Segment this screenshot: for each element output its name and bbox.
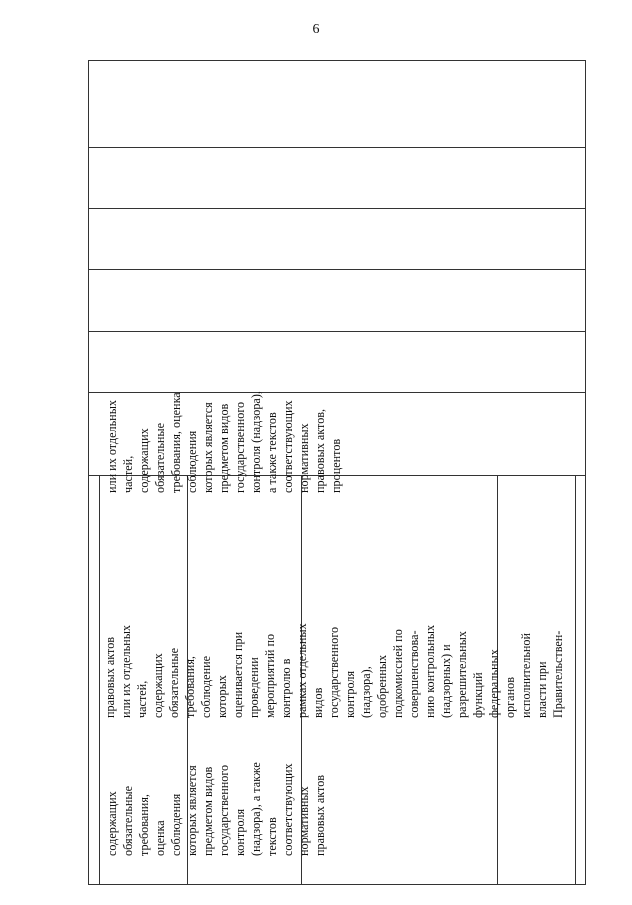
cell-line: (надзора), а также	[249, 762, 263, 856]
cell-line: требования,	[137, 794, 151, 856]
cell-line: одобренных	[375, 654, 389, 718]
cell-line: а также текстов	[265, 412, 279, 493]
cell-line: органов	[503, 677, 517, 718]
cell-line: подкомиссией по	[391, 629, 405, 718]
cell-line: обязательные	[121, 785, 135, 856]
cell-line: (надзора),	[359, 666, 373, 718]
cell-line: содержащих	[137, 428, 151, 493]
cell-line: которых	[215, 675, 229, 718]
cell-line: соблюдения	[185, 430, 199, 493]
cell-line: федеральных	[487, 649, 501, 718]
cell-line: требования, оценка	[169, 392, 183, 493]
cell-line: контролю в	[279, 658, 293, 718]
cell-line: процентов	[329, 438, 343, 493]
col-divider	[99, 475, 100, 884]
cell-line: видов	[311, 687, 325, 718]
cell-line: содержащих	[151, 653, 165, 718]
cell-line: рамках отдельных	[295, 623, 309, 718]
cell-line: оценивается при	[231, 631, 245, 718]
cell-line: контроля	[343, 670, 357, 718]
cell-line: оценка	[153, 820, 167, 856]
row-divider	[89, 147, 585, 148]
cell-line: содержащих	[105, 791, 119, 856]
cell-line: контроля (надзора),	[249, 391, 263, 493]
cell-line: частей,	[121, 455, 135, 493]
cell-line: нию контрольных	[423, 624, 437, 718]
cell-line: государственного	[233, 401, 247, 493]
cell-line: правовых актов,	[313, 408, 327, 493]
cell-line: соблюдения	[169, 793, 183, 856]
cell-line: правовых актов	[313, 774, 327, 856]
cell-line: которых является	[201, 402, 215, 493]
cell-line: функций	[471, 672, 485, 718]
cell-line: мероприятий по	[263, 633, 277, 718]
cell-line: требования,	[183, 656, 197, 718]
cell-line: предметом видов	[201, 766, 215, 856]
cell-line: нормативных	[297, 786, 311, 856]
cell-line: правовых актов	[103, 636, 117, 718]
cell-line: обязательные	[153, 422, 167, 493]
cell-line: государственного	[327, 626, 341, 718]
cell-line: власти при	[535, 661, 549, 718]
cell-line: соответствующих	[281, 763, 295, 856]
cell-line: частей,	[135, 680, 149, 718]
table-cell-text	[104, 253, 344, 493]
cell-line: или их отдельных	[105, 400, 119, 493]
cell-line: предметом видов	[217, 403, 231, 493]
cell-line: или их отдельных	[119, 625, 133, 718]
cell-line: текстов	[265, 817, 279, 856]
cell-line: контроля	[233, 808, 247, 856]
cell-line: исполнительной	[519, 632, 533, 718]
col-divider	[575, 475, 576, 884]
row-divider	[89, 208, 585, 209]
cell-line: соответствующих	[281, 400, 295, 493]
cell-line: совершенствова-	[407, 630, 421, 718]
cell-line: обязательные	[167, 647, 181, 718]
cell-line: Правительствен-	[551, 630, 565, 718]
cell-line: нормативных	[297, 423, 311, 493]
cell-line: которых является	[185, 765, 199, 856]
page-number: 6	[312, 22, 320, 37]
cell-line: разрешительных	[455, 631, 469, 718]
cell-line: (надзорных) и	[439, 644, 453, 718]
cell-line: проведении	[247, 657, 261, 718]
cell-line: соблюдение	[199, 655, 213, 718]
cell-line: государственного	[217, 764, 231, 856]
